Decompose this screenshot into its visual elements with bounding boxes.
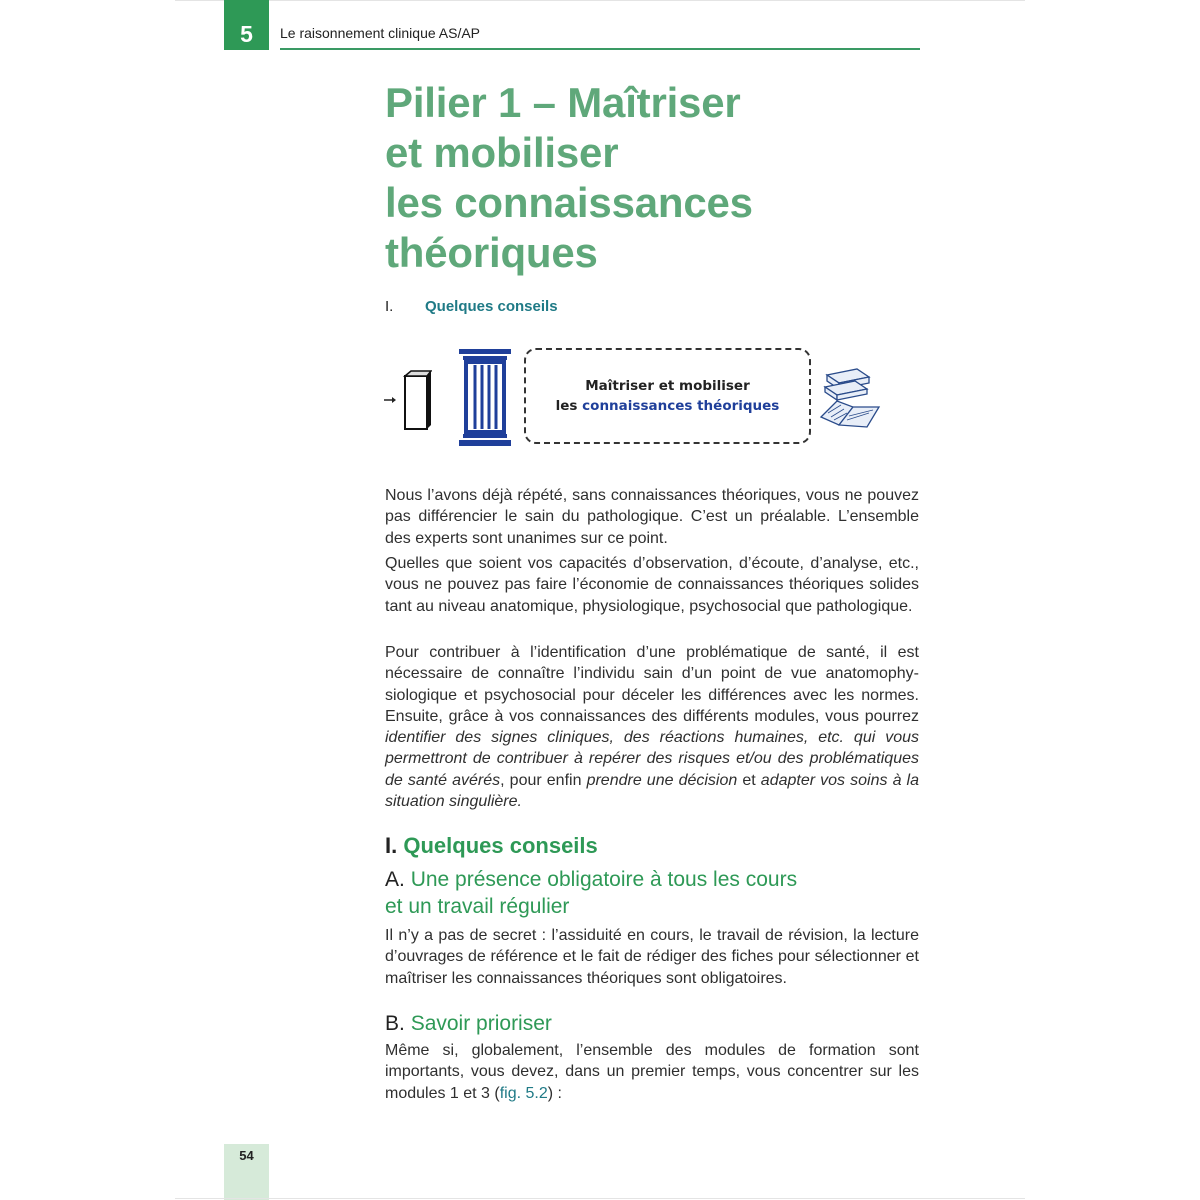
title-line-3: les connaissances [385, 179, 753, 226]
title-line-2: et mobiliser [385, 129, 619, 176]
figure-box-line-2 [556, 396, 780, 416]
pillar-icon [458, 347, 512, 449]
section-b-title: Savoir prioriser [410, 1012, 552, 1035]
header-rule [280, 48, 920, 50]
section-b-text-a: Même si, globalement, l’ensemble des modules de formation sont importants, vous devez, dans un premier temps, vous concentrer sur les modules 1 et 3 ( [385, 1042, 919, 1102]
page-number-box [224, 1144, 269, 1200]
paragraph-3 [385, 642, 919, 812]
figure-caption-box [524, 348, 811, 444]
chapter-number: 5 [240, 21, 253, 47]
figure-reference-link[interactable]: fig. 5.2 [499, 1084, 548, 1102]
chapter-number-badge [224, 0, 269, 50]
arrow-icon [383, 395, 397, 405]
paragraph-1: Nous l’avons déjà répété, sans connaissances théoriques, vous ne pouvez pas différencier le sain du pathologique. C’est un préalable. L’ensemble des experts sont unanimes sur ce point. [385, 487, 919, 547]
section-heading-1 [385, 833, 598, 859]
figure-box-prefix: les [555, 398, 583, 414]
books-icon [819, 367, 885, 431]
section-a-title-line-2: et un travail régulier [385, 895, 570, 918]
section-1-number: I. [385, 833, 398, 858]
door-block-icon [402, 370, 432, 432]
section-a-number: A. [385, 868, 405, 891]
section-a-title-line-1: Une présence obligatoire à tous les cours [410, 868, 798, 891]
p3-text-e: et [737, 771, 761, 789]
toc-label: Quelques conseils [425, 298, 558, 315]
figure-box-accent: connaissances théoriques [582, 398, 780, 414]
p3-italic-d: prendre une décision [586, 771, 738, 789]
page-number: 54 [239, 1148, 254, 1163]
p3-italic-f: adapter vos soins à la situation singulière. [385, 771, 920, 811]
section-b-paragraph [385, 1040, 919, 1104]
figure-box-line-1: Maîtriser et mobiliser [585, 378, 750, 394]
pillar-figure [383, 345, 893, 453]
section-heading-a [385, 866, 905, 920]
section-heading-b [385, 1010, 552, 1037]
section-1-title: Quelques conseils [403, 833, 598, 858]
paragraph-2: Quelles que soient vos capacités d’observation, d’écoute, d’analyse, etc., vous ne pouvez pas faire l’économie de connaissances théoriques solides tant au niveau anatomique, physiologique, psychosocial que pathologique. [385, 555, 919, 615]
top-border [175, 0, 1025, 1]
title-line-1: Pilier 1 – Maîtriser [385, 79, 741, 126]
bottom-border [175, 1198, 1025, 1199]
running-title: Le raisonnement clinique AS/AP [280, 25, 481, 41]
section-b-text-b: ) : [547, 1084, 562, 1102]
p3-italic-b: identifier des signes cliniques, des réactions humaines, etc. qui vous permettront de contribuer à repérer des risques et/ou des problématiques de santé avérés [385, 729, 919, 789]
toc-number: I. [385, 298, 394, 315]
section-a-paragraph: Il n’y a pas de secret : l’assiduité en cours, le travail de révision, la lecture d’ouvrages de référence et le fait de rédiger des fiches pour sélectionner et maîtriser les connaissances théoriques sont obligatoires. [385, 927, 919, 987]
title-line-4: théoriques [385, 229, 598, 276]
p3-text-c: , pour enfin [500, 771, 587, 789]
page-title [385, 78, 905, 278]
p3-text-a: Pour contribuer à l’identification d’une problématique de santé, il est nécessaire de connaître l’individu sain d’un point de vue anatomophysiologique et psychosocial pour déceler les différences avec les normes. Ensuite, grâce à vos connaissances des différents modules, vous pourrez [385, 644, 919, 725]
mini-toc [385, 298, 558, 315]
section-b-number: B. [385, 1012, 405, 1035]
